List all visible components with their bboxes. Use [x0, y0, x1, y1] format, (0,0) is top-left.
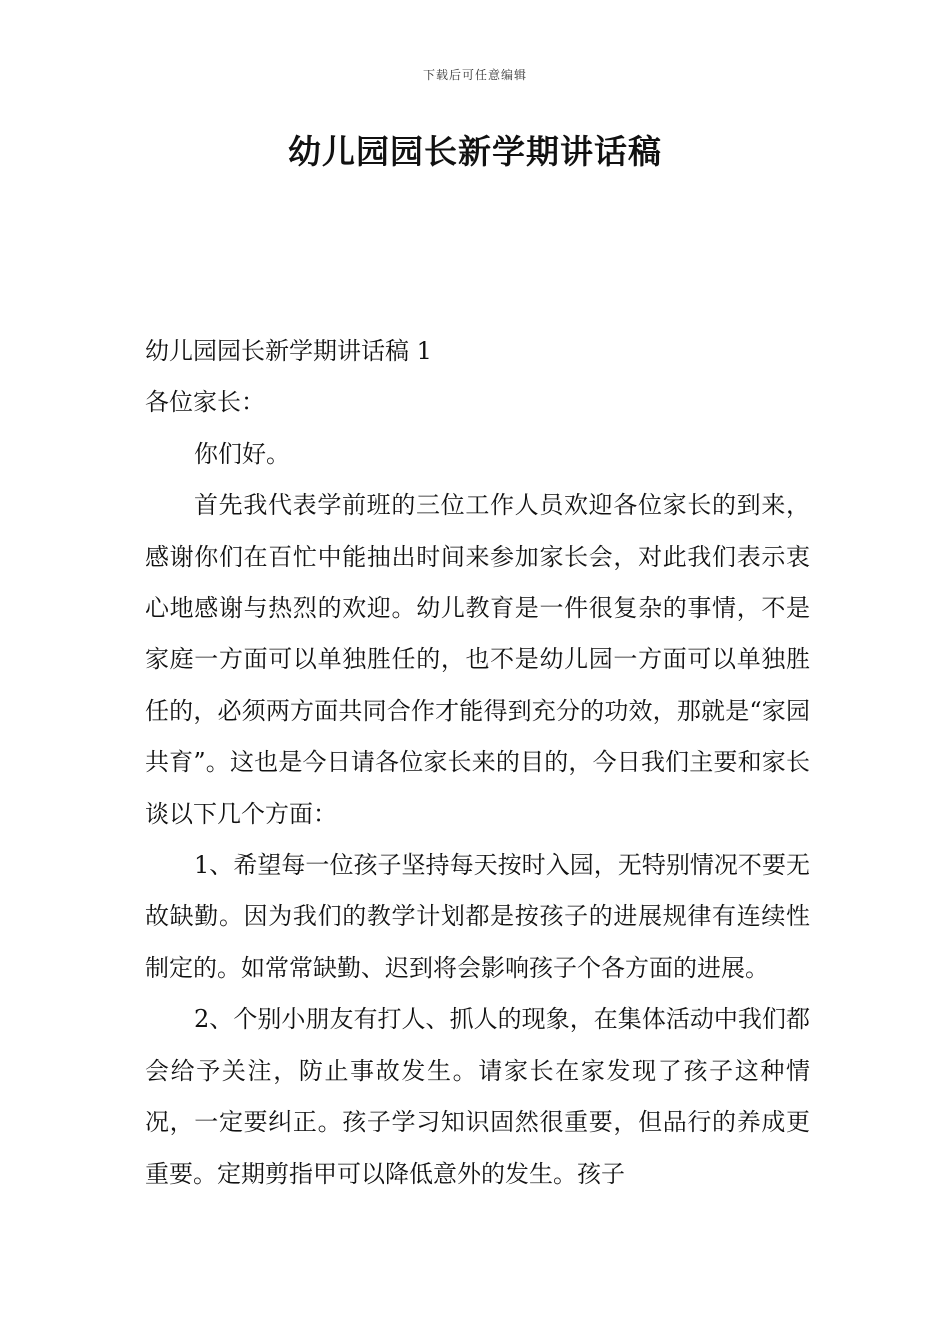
document-title: 幼儿园园长新学期讲话稿: [288, 132, 662, 171]
paragraph-point-2: 2、个别小朋友有打人、抓人的现象，在集体活动中我们都会给予关注，防止事故发生。请家长在家发现了孩子这种情况，一定要纠正。孩子学习知识固然很重要，但品行的养成更重要。定期剪指甲可以降低意外的发生。孩子: [145, 1005, 810, 1188]
salutation: 各位家长：: [145, 388, 265, 417]
paragraph-point-1: 1、希望每一位孩子坚持每天按时入园，无特别情况不要无故缺勤。因为我们的教学计划都是按孩子的进展规律有连续性制定的。如常常缺勤、迟到将会影响孩子个各方面的进展。: [145, 851, 810, 982]
paragraph-intro: 首先我代表学前班的三位工作人员欢迎各位家长的到来，感谢你们在百忙中能抽出时间来参加家长会，对此我们表示衷心地感谢与热烈的欢迎。幼儿教育是一件很复杂的事情，不是家庭一方面可以单独胜任的，也不是幼儿园一方面可以单独胜任的，必须两方面共同合作才能得到充分的功效，那就是“家园共育”。这也是今日请各位家长来的目的，今日我们主要和家长谈以下几个方面：: [145, 491, 810, 828]
section-heading: 幼儿园园长新学期讲话稿 1: [145, 337, 432, 365]
header-note: 下载后可任意编辑: [422, 68, 527, 82]
paragraph-greeting: 你们好。: [194, 439, 290, 468]
document-body: [145, 326, 810, 1200]
